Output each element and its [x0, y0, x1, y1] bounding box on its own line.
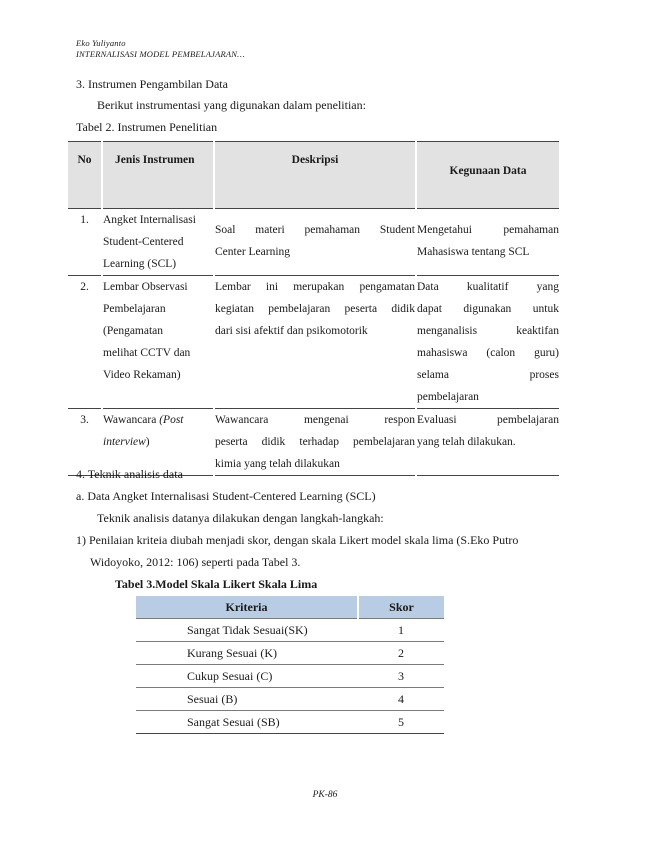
section-4a-intro: Teknik analisis datanya dilakukan dengan langkah-langkah: — [97, 511, 384, 525]
kriteria-cell: Cukup Sesuai (C) — [136, 665, 358, 688]
row-1-jenis-line: Angket Internalisasi — [103, 214, 196, 226]
row-3-deskripsi-line: Wawancara mengenai respon — [215, 414, 415, 426]
row-2-kegunaan — [416, 276, 559, 409]
kriteria-cell: Sesuai (B) — [136, 688, 358, 711]
row-1-deskripsi-line: Center Learning — [215, 246, 291, 258]
row-3-kegunaan-line: Evaluasi pembelajaran — [417, 414, 559, 426]
table-row — [68, 209, 559, 276]
section-3-intro: Berikut instrumentasi yang digunakan dalam penelitian: — [97, 98, 366, 112]
table-row — [136, 619, 444, 642]
row-2-kegunaan-line: mahasiswa (calon guru) — [417, 347, 559, 359]
row-2-jenis-line: Pembelajaran — [103, 303, 166, 315]
header-running-title: INTERNALISASI MODEL PEMBELAJARAN… — [76, 49, 245, 59]
row-3-jenis-italic: interview — [103, 436, 146, 448]
skor-cell: 4 — [358, 688, 444, 711]
row-2-kegunaan-line: menganalisis keaktifan — [417, 325, 559, 337]
header-author: Eko Yuliyanto — [76, 38, 126, 48]
instrument-table-header-row — [68, 142, 559, 209]
row-1-kegunaan — [416, 209, 559, 276]
row-2-kegunaan-line: dapat digunakan untuk — [417, 303, 559, 315]
row-3-no: 3. — [68, 409, 102, 476]
row-2-jenis — [102, 276, 214, 409]
row-2-jenis-line: melihat CCTV dan — [103, 347, 191, 359]
row-2-deskripsi — [214, 276, 416, 409]
row-3-jenis-line — [103, 431, 213, 453]
skor-cell: 2 — [358, 642, 444, 665]
row-2-deskripsi-line: Lembar ini merupakan pengamatan — [215, 281, 415, 293]
row-1-kegunaan-line: Mengetahui pemahaman — [417, 224, 559, 236]
table-row — [136, 711, 444, 734]
row-2-kegunaan-line: selama proses — [417, 369, 559, 381]
row-3-deskripsi — [214, 409, 416, 476]
table-2-caption: Tabel 2. Instrumen Penelitian — [76, 120, 218, 134]
step-1-line-1: 1) Penilaian kriteia diubah menjadi skor, dengan skala Likert model skala lima (S.Eko Putro — [76, 533, 519, 547]
row-3-kegunaan-line: yang telah dilakukan. — [417, 436, 516, 448]
row-1-kegunaan-line: Mahasiswa tentang SCL — [417, 246, 530, 258]
table-row — [68, 409, 559, 476]
row-2-kegunaan-line: pembelajaran — [417, 391, 479, 403]
header-kegunaan-data: Kegunaan Data — [416, 142, 559, 209]
header-skor: Skor — [358, 596, 444, 619]
header-jenis-instrumen: Jenis Instrumen — [102, 142, 214, 209]
kriteria-cell: Kurang Sesuai (K) — [136, 642, 358, 665]
skor-cell: 1 — [358, 619, 444, 642]
page-number: PK-86 — [312, 790, 338, 800]
row-2-jenis-line: Lembar Observasi — [103, 281, 188, 293]
likert-scale-table — [136, 596, 444, 734]
table-row — [68, 276, 559, 409]
row-3-kegunaan — [416, 409, 559, 476]
table-row — [136, 665, 444, 688]
row-1-deskripsi — [214, 209, 416, 276]
section-4-heading: 4. Teknik analisis data — [76, 467, 183, 481]
row-1-no: 1. — [68, 209, 102, 276]
row-2-kegunaan-line: Data kualitatif yang — [417, 281, 559, 293]
row-3-jenis-italic: (Post — [159, 414, 184, 426]
row-3-jenis-text: Wawancara — [103, 414, 160, 426]
skor-cell: 3 — [358, 665, 444, 688]
row-3-jenis-line — [103, 409, 213, 431]
row-3-deskripsi-line: kimia yang telah dilakukan — [215, 458, 340, 470]
kriteria-cell: Sangat Tidak Sesuai(SK) — [136, 619, 358, 642]
row-3-jenis-text: ) — [145, 436, 150, 448]
table-row — [136, 642, 444, 665]
section-4a-heading: a. Data Angket Internalisasi Student-Centered Learning (SCL) — [76, 489, 376, 503]
instrument-table — [68, 141, 559, 476]
step-1-line-2: Widoyoko, 2012: 106) seperti pada Tabel 3. — [90, 555, 301, 569]
likert-table-header-row — [136, 596, 444, 619]
header-no: No — [68, 142, 102, 209]
row-1-jenis — [102, 209, 214, 276]
row-3-deskripsi-line: peserta didik terhadap pembelajaran — [215, 436, 415, 448]
header-kriteria: Kriteria — [136, 596, 358, 619]
section-3-heading: 3. Instrumen Pengambilan Data — [76, 77, 228, 91]
row-1-jenis-line: Learning (SCL) — [103, 258, 177, 270]
skor-cell: 5 — [358, 711, 444, 734]
table-3-caption: Tabel 3.Model Skala Likert Skala Lima — [115, 577, 318, 591]
row-1-jenis-line: Student-Centered — [103, 236, 184, 248]
row-2-deskripsi-line: dari sisi afektif dan psikomotorik — [215, 325, 368, 337]
row-2-jenis-line: Video Rekaman) — [103, 369, 181, 381]
row-3-jenis — [102, 409, 214, 476]
row-2-no: 2. — [68, 276, 102, 409]
row-1-deskripsi-line: Soal materi pemahaman Student — [215, 224, 415, 236]
header-deskripsi: Deskripsi — [214, 142, 416, 209]
row-2-deskripsi-line: kegiatan pembelajaran peserta didik — [215, 303, 415, 315]
row-2-jenis-line: (Pengamatan — [103, 325, 164, 337]
kriteria-cell: Sangat Sesuai (SB) — [136, 711, 358, 734]
table-row — [136, 688, 444, 711]
